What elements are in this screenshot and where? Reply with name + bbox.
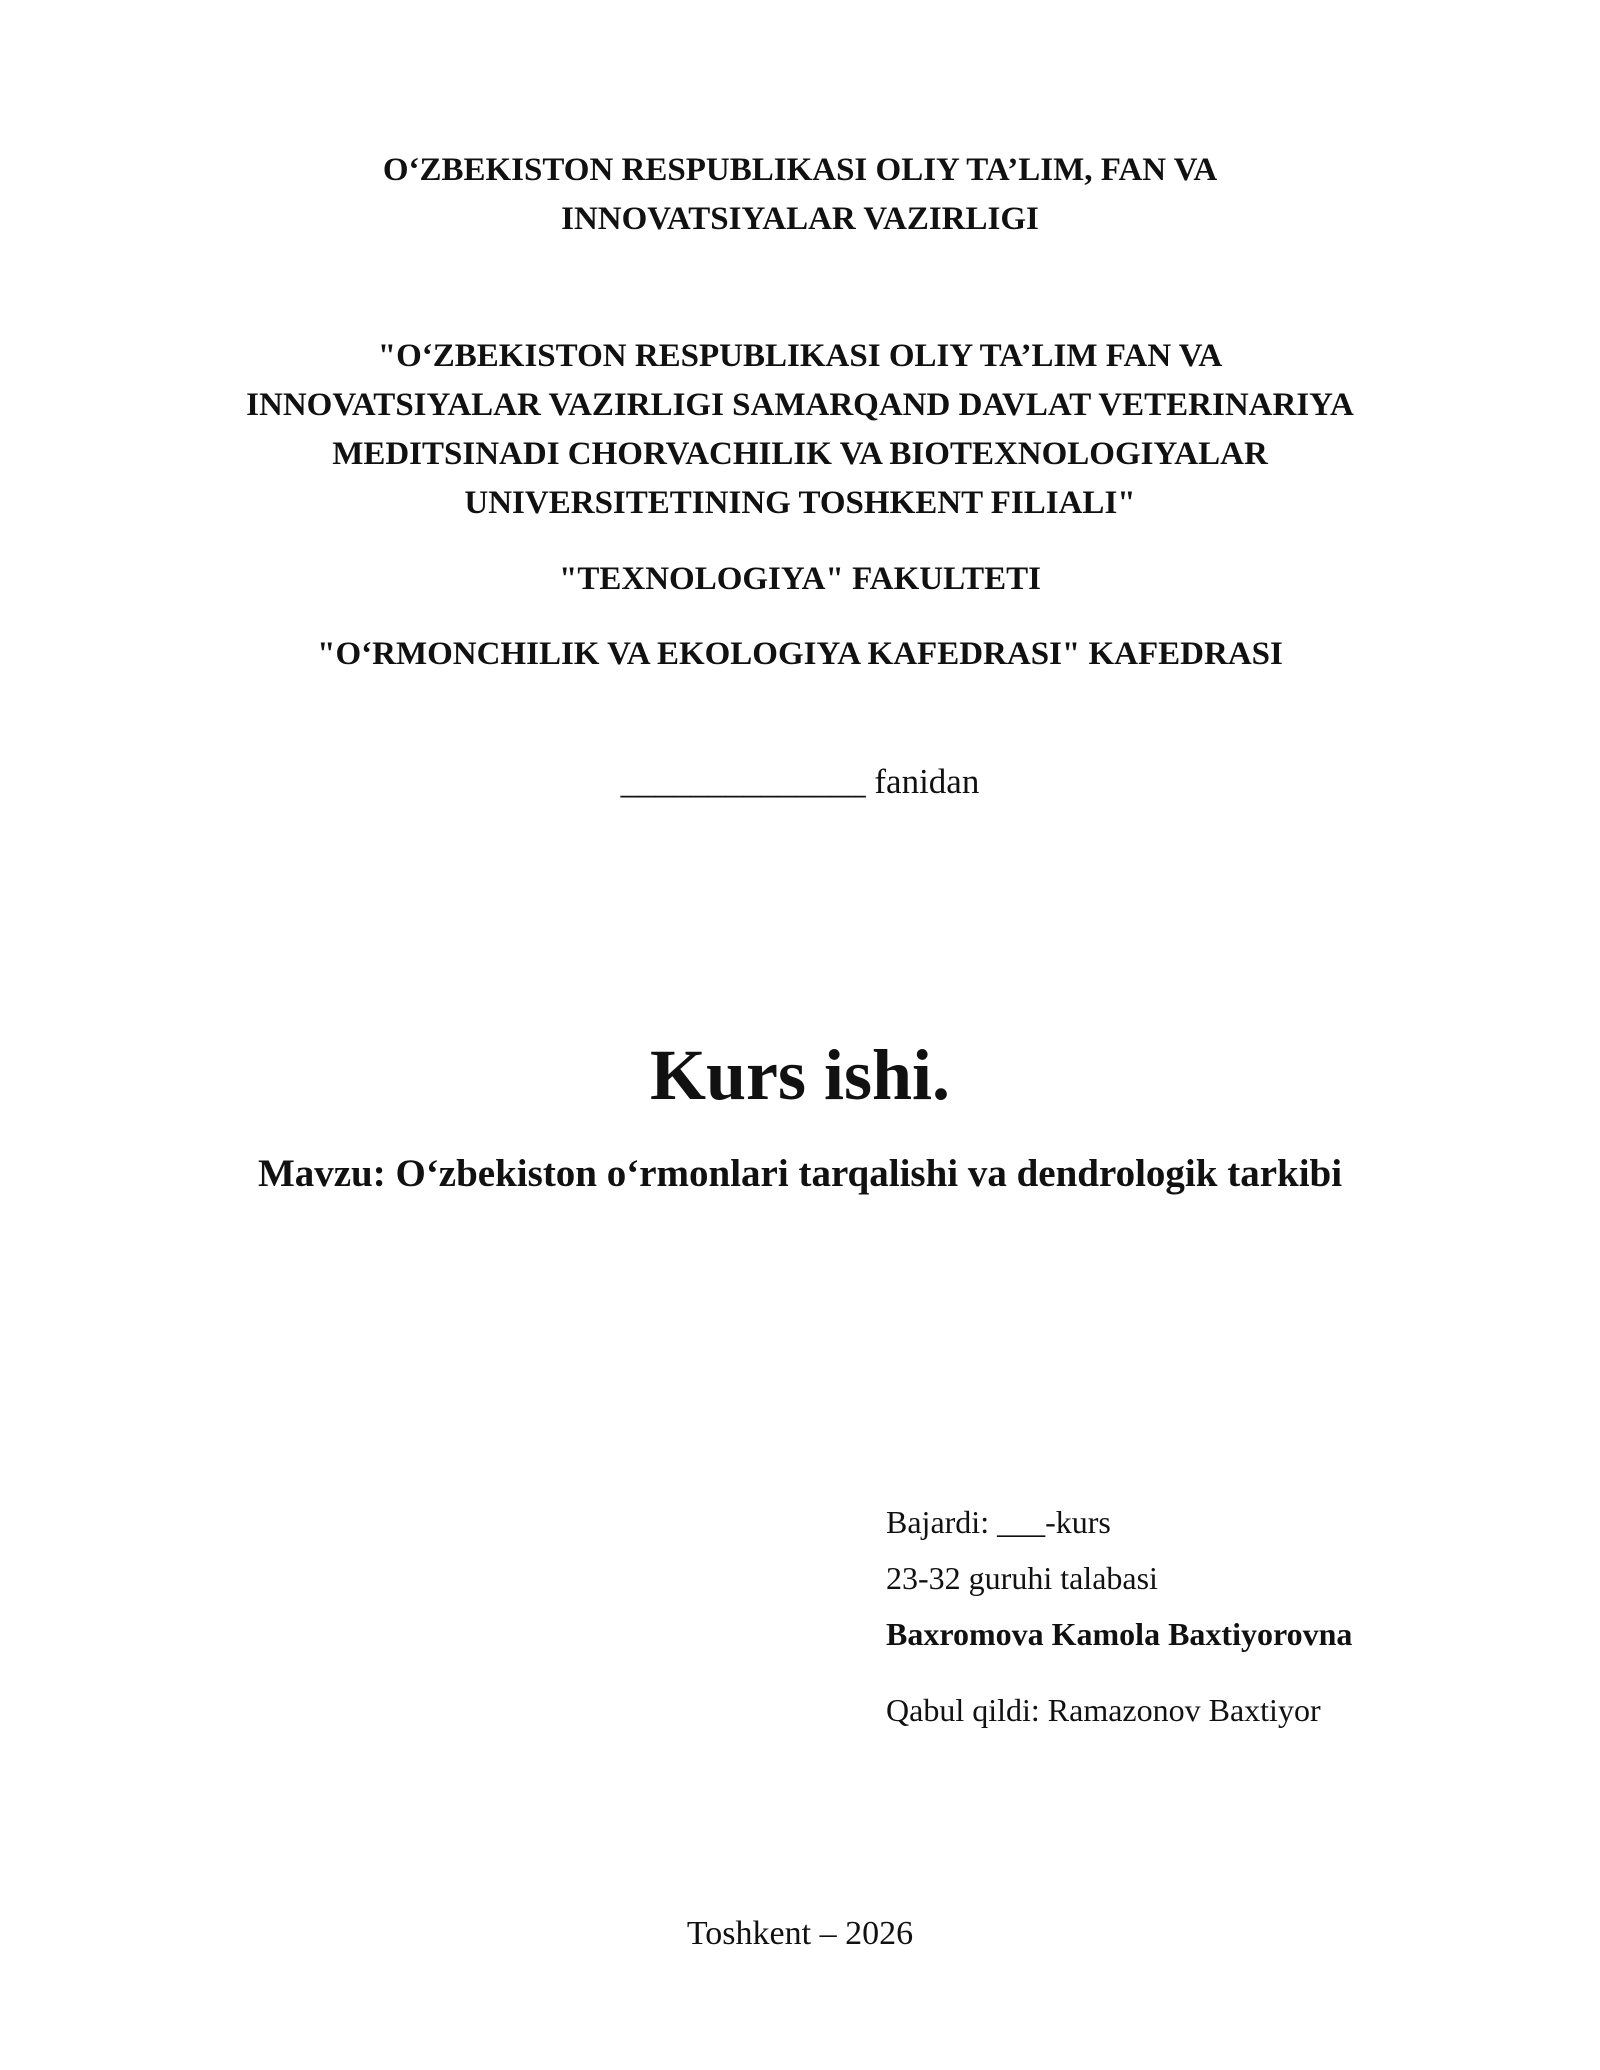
ministry-line-1: O‘ZBEKISTON RESPUBLIKASI OLIY TA’LIM, FAN VA [382,152,1218,188]
faculty-heading: "TEXNOLOGIYA" FAKULTETI [559,561,1041,597]
city-year: Toshkent – 2026 [686,1915,914,1952]
university-line-2: INNOVATSIYALAR VAZIRLIGI SAMARQAND DAVLAT VETERINARIYA [246,387,1354,423]
ministry-line-2: INNOVATSIYALAR VAZIRLIGI [561,201,1039,237]
student-group: 23-32 guruhi talabasi [886,1560,1158,1596]
university-line-4: UNIVERSITETINING TOSHKENT FILIALI" [464,485,1136,521]
department-heading: "O‘RMONCHILIK VA EKOLOGIYA KAFEDRASI" KAFEDRASI [317,636,1283,672]
author-info [886,1494,1352,1738]
university-line-3: MEDITSINADI CHORVACHILIK VA BIOTEXNOLOGIYALAR [332,436,1268,472]
work-title: Kurs ishi. [649,1035,951,1115]
topic-line: Mavzu: O‘zbekiston o‘rmonlari tarqalishi va dendrologik tarkibi [257,1152,1343,1195]
university-heading [0,332,1600,528]
student-name: Baxromova Kamola Baxtiyorovna [886,1616,1353,1652]
accepted-by: Qabul qildi: Ramazonov Baxtiyor [886,1692,1321,1728]
subject-line: ______________ fanidan [620,762,980,801]
ministry-heading [0,146,1600,244]
performed-by: Bajardi: ___-kurs [886,1504,1111,1540]
university-line-1: "O‘ZBEKISTON RESPUBLIKASI OLIY TA’LIM FAN VA [377,338,1223,374]
